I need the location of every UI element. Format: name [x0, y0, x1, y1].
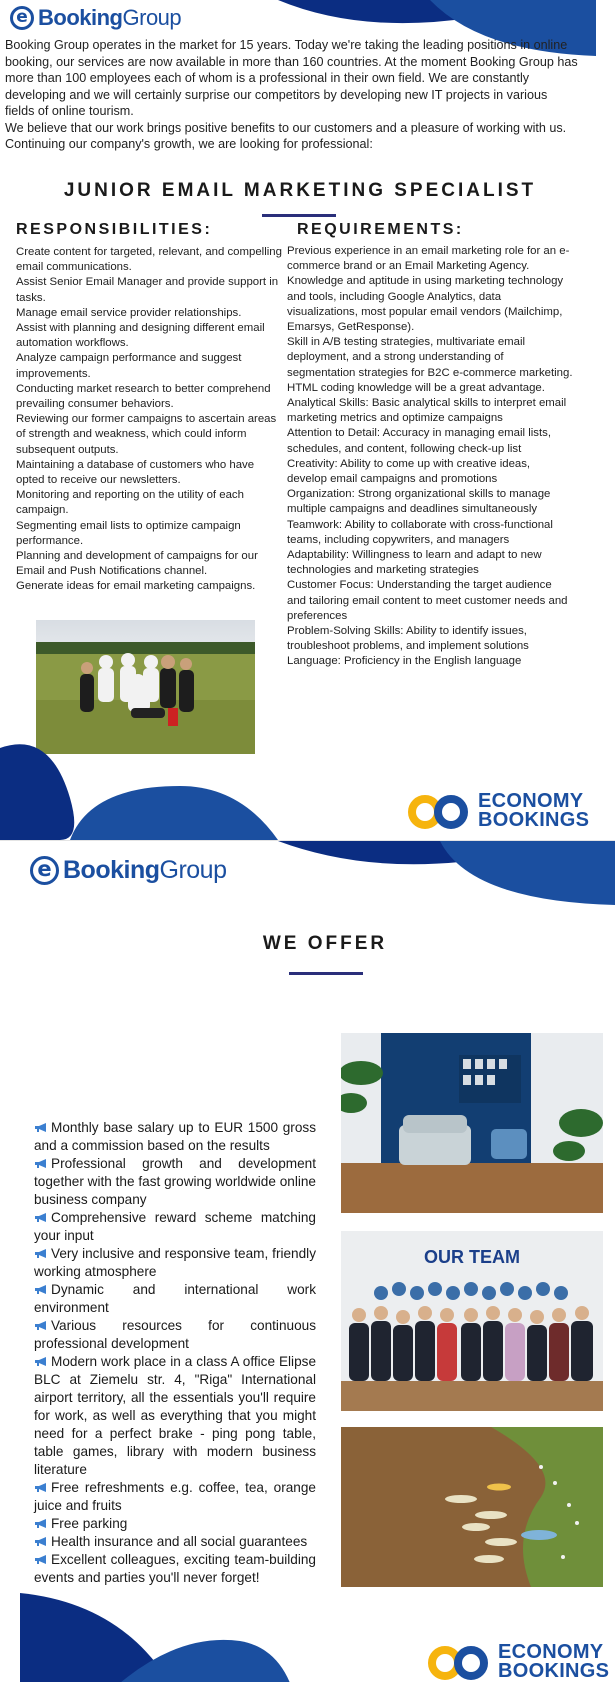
megaphone-icon — [34, 1482, 48, 1493]
requirement-item: Organization: Strong organizational skills to manage multiple campaigns and deadlines simultaneously — [287, 488, 551, 516]
economy-bookings-logo[interactable] — [408, 792, 589, 830]
page-one — [0, 0, 615, 840]
responsibility-item: Conducting market research to better comprehend prevailing consumer behaviors. — [16, 382, 271, 411]
requirement-item: Previous experience in an email marketing role for an e-commerce brand or an Email Marketing Agency. — [287, 245, 570, 273]
offer-item — [34, 1245, 316, 1281]
title-underline — [289, 972, 363, 975]
economy-bookings-wordmark: ECONOMY BOOKINGS — [498, 1641, 610, 1682]
megaphone-icon — [34, 1122, 48, 1133]
offer-item — [34, 1209, 316, 1245]
offer-item-text: Very inclusive and responsive team, friendly working atmosphere — [34, 1246, 316, 1279]
offer-item-text: Excellent colleagues, exciting team-building events and parties you'll never forget! — [34, 1552, 316, 1585]
offer-item-text: Monthly base salary up to EUR 1500 gross and a commission based on the results — [34, 1120, 316, 1153]
megaphone-icon — [34, 1284, 48, 1295]
offer-item — [34, 1479, 316, 1515]
intro-paragraph: We believe that our work brings positive benefits to our customers and a pleasure of working with us. Continuing our company's growth, we are looking for professional: — [5, 120, 567, 151]
responsibility-item: Analyze campaign performance and suggest improvements. — [16, 352, 242, 380]
requirement-item: Teamwork: Ability to collaborate with cross-functional teams, including copywriters, and managers — [287, 518, 553, 546]
requirement-item: HTML coding knowledge will be a great advantage. — [287, 381, 545, 394]
offer-item-text: Free parking — [51, 1516, 128, 1531]
offer-item — [34, 1119, 316, 1155]
megaphone-icon — [34, 1356, 48, 1367]
offer-item-text: Modern work place in a class A office Elipse BLC at Ziemelu str. 4, "Riga" International airport territory, all the essentials you'll require for work, as well as everything that you might need for a perfect brake - ping pong table, table games, library with modern business literature — [34, 1354, 316, 1477]
booking-group-logo[interactable] — [10, 5, 181, 31]
page-two — [0, 840, 615, 1682]
requirement-item: Attention to Detail: Accuracy in managing email lists, schedules, and content, following check-up list — [287, 427, 552, 455]
logo-e-mark-icon: e — [30, 856, 59, 885]
requirement-item: Problem-Solving Skills: Ability to identify issues, troubleshoot problems, and implement solutions — [287, 625, 529, 653]
responsibility-item: Monitoring and reporting on the utility of each campaign. — [16, 489, 244, 517]
title-underline — [262, 214, 336, 217]
requirement-item: Adaptability: Willingness to learn and adapt to new technologies and marketing strategies — [287, 549, 542, 577]
offer-item — [34, 1317, 316, 1353]
megaphone-icon — [34, 1248, 48, 1259]
booking-group-logo[interactable] — [30, 856, 226, 885]
megaphone-icon — [34, 1518, 48, 1529]
kayaks-aerial-photo — [341, 1427, 603, 1587]
megaphone-icon — [34, 1158, 48, 1169]
requirements-heading: REQUIREMENTS: — [297, 221, 464, 238]
top-wave-decoration — [0, 841, 615, 931]
megaphone-icon — [34, 1536, 48, 1547]
responsibility-item: Generate ideas for email marketing campaigns. — [16, 580, 256, 593]
team-outdoor-photo — [36, 620, 255, 754]
responsibility-item: Segmenting email lists to optimize campaign performance. — [16, 519, 241, 547]
requirement-item: Creativity: Ability to come up with creative ideas, develop email campaigns and promotions — [287, 457, 531, 486]
our-team-sign: OUR TEAM — [424, 1247, 520, 1267]
requirement-item: Language: Proficiency in the English language — [287, 655, 522, 668]
responsibility-item: Assist Senior Email Manager and provide support in tasks. — [16, 276, 279, 304]
intro-paragraph: Booking Group operates in the market for 15 years. Today we're taking the leading positions in online booking, our services are now available in more than 160 countries. At the moment Booking Group has more than 100 employees each of whom is a professional in their own field. We are constantly developing and we will certainly surprise our competitors by developing new IT projects in various fields of online tourism. — [5, 38, 578, 118]
responsibility-item: Maintaining a database of customers who have opted to receive our newsletters. — [16, 458, 255, 487]
offer-item — [34, 1515, 316, 1533]
offer-item — [34, 1281, 316, 1317]
offer-item-text: Various resources for continuous professional development — [34, 1318, 316, 1351]
responsibility-item: Assist with planning and designing different email automation workflows. — [16, 322, 265, 350]
offer-item — [34, 1155, 316, 1209]
responsibilities-heading: RESPONSIBILITIES: — [16, 221, 213, 238]
economy-bookings-wordmark: ECONOMY BOOKINGS — [478, 790, 590, 831]
job-title: JUNIOR EMAIL MARKETING SPECIALIST — [63, 180, 537, 201]
offer-item-text: Comprehensive reward scheme matching your input — [34, 1210, 316, 1243]
offer-list — [34, 1119, 316, 1587]
responsibility-item: Create content for targeted, relevant, and compelling email communications. — [16, 246, 282, 274]
requirement-item: Skill in A/B testing strategies, multivariate email deployment, and a strong understanding of segmentation strategies for B2C e-commerce marketing. — [287, 336, 573, 379]
requirement-item: Analytical Skills: Basic analytical skills to interpret email marketing metrics and optimize campaigns — [287, 397, 567, 425]
requirement-item: Knowledge and aptitude in using marketing technology and tools, including Google Analytics, data visualizations, most popular email vendors (Mailchimp, Emarsys, GetResponse). — [287, 275, 564, 334]
logo-wordmark: BookingGroup — [38, 5, 182, 30]
economy-bookings-logo[interactable] — [428, 1643, 609, 1681]
logo-e-mark-icon: e — [10, 6, 34, 30]
offer-item — [34, 1353, 316, 1479]
team-group-photo — [341, 1231, 603, 1411]
logo-wordmark: BookingGroup — [63, 856, 227, 884]
offer-item-text: Free refreshments e.g. coffee, tea, orange juice and fruits — [34, 1480, 316, 1513]
responsibility-item: Reviewing our former campaigns to ascertain areas of strength and weakness, which could inform subsequent outputs. — [16, 413, 277, 456]
responsibility-item: Manage email service provider relationships. — [16, 306, 242, 319]
megaphone-icon — [34, 1320, 48, 1331]
offer-item-text: Health insurance and all social guarantees — [51, 1534, 308, 1549]
two-rings-icon — [428, 1644, 492, 1680]
megaphone-icon — [34, 1212, 48, 1223]
offer-heading: WE OFFER — [262, 933, 388, 954]
offer-item — [34, 1551, 316, 1587]
offer-item — [34, 1533, 316, 1551]
office-lounge-photo — [341, 1033, 603, 1213]
intro-text — [5, 37, 580, 153]
requirement-item: Customer Focus: Understanding the target audience and tailoring email content to meet customer needs and preferences — [287, 579, 568, 622]
offer-item-text: Dynamic and international work environment — [34, 1282, 316, 1315]
offer-item-text: Professional growth and development together with the fast growing worldwide online business company — [34, 1156, 316, 1207]
responsibility-item: Planning and development of campaigns for our Email and Push Notifications channel. — [16, 550, 258, 578]
requirements-list — [287, 244, 573, 670]
megaphone-icon — [34, 1554, 48, 1565]
responsibilities-list — [16, 245, 282, 595]
two-rings-icon — [408, 793, 472, 829]
